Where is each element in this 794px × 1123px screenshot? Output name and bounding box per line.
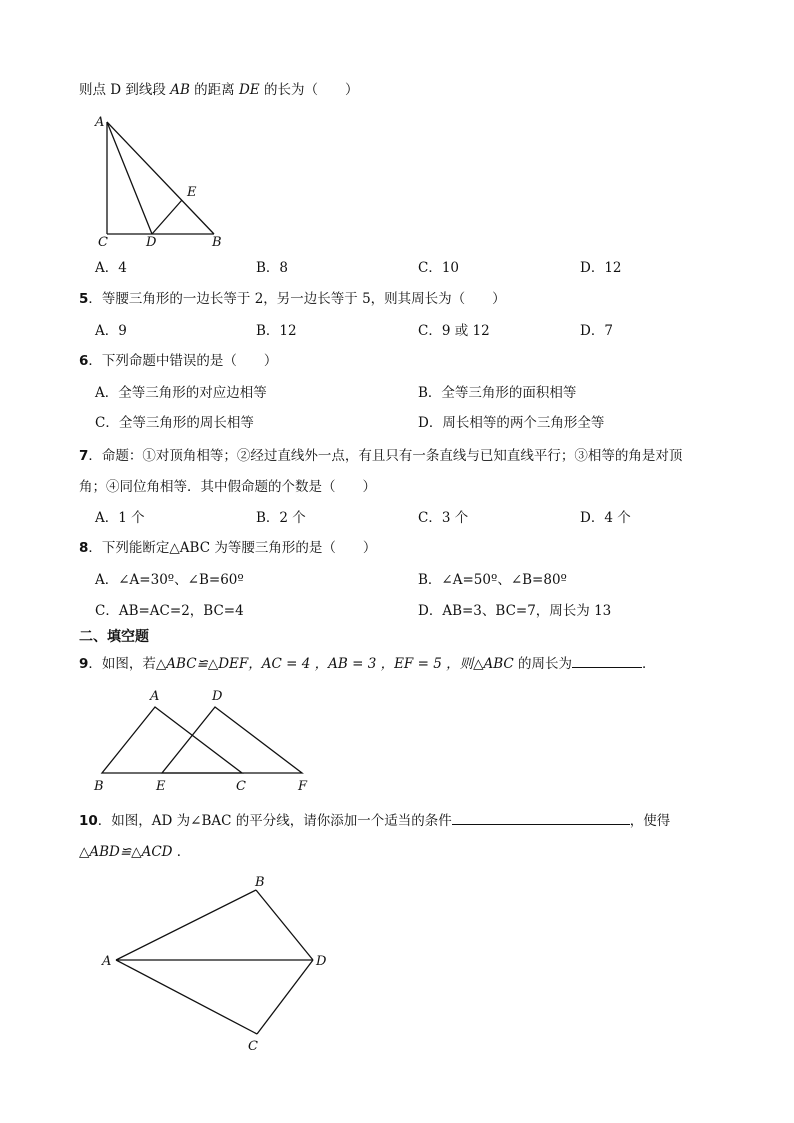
q4-label-d: D — [146, 235, 157, 250]
q6-number: 6 — [79, 353, 89, 369]
q10-seg-cd — [257, 960, 313, 1034]
q4-label-a: A — [95, 115, 105, 130]
q9-label-f: F — [298, 779, 308, 794]
q7-number: 7 — [79, 448, 89, 464]
q4-label-c: C — [98, 235, 108, 250]
section-heading-fill-in: 二、填空题 — [79, 629, 149, 645]
q10-seg-bd — [256, 890, 313, 960]
q9-given: ，AC = 4 ，AB = 3 ，EF = 5 ，则 — [248, 656, 474, 672]
q5-option-c[interactable]: C．9 或 12 — [418, 323, 490, 339]
q8-option-b[interactable]: B．∠A=50º、∠B=80º — [418, 572, 567, 588]
q6-option-c[interactable]: C．全等三角形的周长相等 — [95, 415, 254, 431]
q8-number: 8 — [79, 540, 89, 556]
q4-seg-de: DE — [238, 82, 260, 98]
q6-option-b[interactable]: B．全等三角形的面积相等 — [418, 385, 577, 401]
q8-option-c[interactable]: C．AB=AC=2，BC=4 — [95, 603, 244, 619]
q6-option-a[interactable]: A．全等三角形的对应边相等 — [95, 385, 267, 401]
q9-end: ． — [642, 656, 656, 672]
q4-option-d[interactable]: D．12 — [580, 260, 622, 276]
q9-stem-prefix: ．如图，若 — [88, 656, 156, 672]
q7-option-a[interactable]: A．1 个 — [95, 510, 145, 526]
q4-option-a[interactable]: A．4 — [95, 260, 127, 276]
q5-option-d[interactable]: D．7 — [580, 323, 613, 339]
q4-stem-prefix: 则点 D 到线段 — [79, 82, 171, 98]
q9-label-a: A — [150, 689, 160, 704]
q9-stem-suffix: 的周长为 — [513, 656, 573, 672]
q10-label-c: C — [248, 1039, 258, 1054]
q10-stem-text-1: ．如图，AD 为∠BAC 的平分线，请你添加一个适当的条件 — [97, 813, 452, 829]
q9-target: △ABC — [473, 656, 514, 672]
q10-label-b: B — [255, 875, 265, 890]
q8-option-a[interactable]: A．∠A=30º、∠B=60º — [95, 572, 244, 588]
q10-seg-ac — [116, 960, 257, 1034]
q7-option-c[interactable]: C．3 个 — [418, 510, 469, 526]
q5-option-b[interactable]: B．12 — [256, 323, 297, 339]
q7-option-b[interactable]: B．2 个 — [256, 510, 306, 526]
q9-number: 9 — [79, 656, 89, 672]
q10-seg-ab — [116, 890, 256, 960]
q7-stem-text-1: ．命题：①对顶角相等；②经过直线外一点，有且只有一条直线与已知直线平行；③相等的角是对顶 — [88, 448, 683, 464]
q4-label-e: E — [187, 185, 197, 200]
q4-stem-mid: 的距离 — [189, 82, 239, 98]
q5-option-a[interactable]: A．9 — [95, 323, 127, 339]
q5-number: 5 — [79, 291, 89, 307]
q9-label-e: E — [156, 779, 166, 794]
q8-option-d[interactable]: D．AB=3、BC=7，周长为 13 — [418, 603, 612, 619]
q9-label-b: B — [94, 779, 104, 794]
q4-label-b: B — [212, 235, 222, 250]
q7-stem-line2: 角；④同位角相等．其中假命题的个数是（ ） — [79, 479, 376, 495]
q9-label-d: D — [212, 689, 223, 704]
q10-label-a: A — [102, 954, 112, 969]
q6-stem-text: ．下列命题中错误的是（ ） — [88, 353, 278, 369]
q5-stem-text: ．等腰三角形的一边长等于 2，另一边长等于 5，则其周长为（ ） — [88, 291, 506, 307]
q4-option-b[interactable]: B．8 — [256, 260, 289, 276]
q4-option-c[interactable]: C．10 — [418, 260, 460, 276]
q8-stem-text: ．下列能断定△ABC 为等腰三角形的是（ ） — [88, 540, 377, 556]
q10-label-d: D — [316, 954, 327, 969]
q10-stem-end-2: ． — [172, 844, 191, 860]
q9-congruence: △ABC≌△DEF — [155, 656, 249, 672]
q4-seg-ab: AB — [170, 82, 190, 98]
q7-option-d[interactable]: D．4 个 — [580, 510, 631, 526]
q6-option-d[interactable]: D．周长相等的两个三角形全等 — [418, 415, 605, 431]
q10-congruence: △ABD≌△ACD — [79, 844, 173, 860]
q10-number: 10 — [79, 813, 98, 829]
q9-label-c: C — [236, 779, 246, 794]
q10-stem-end-1: ，使得 — [629, 813, 671, 829]
q4-stem-suffix: 的长为（ ） — [259, 82, 359, 98]
